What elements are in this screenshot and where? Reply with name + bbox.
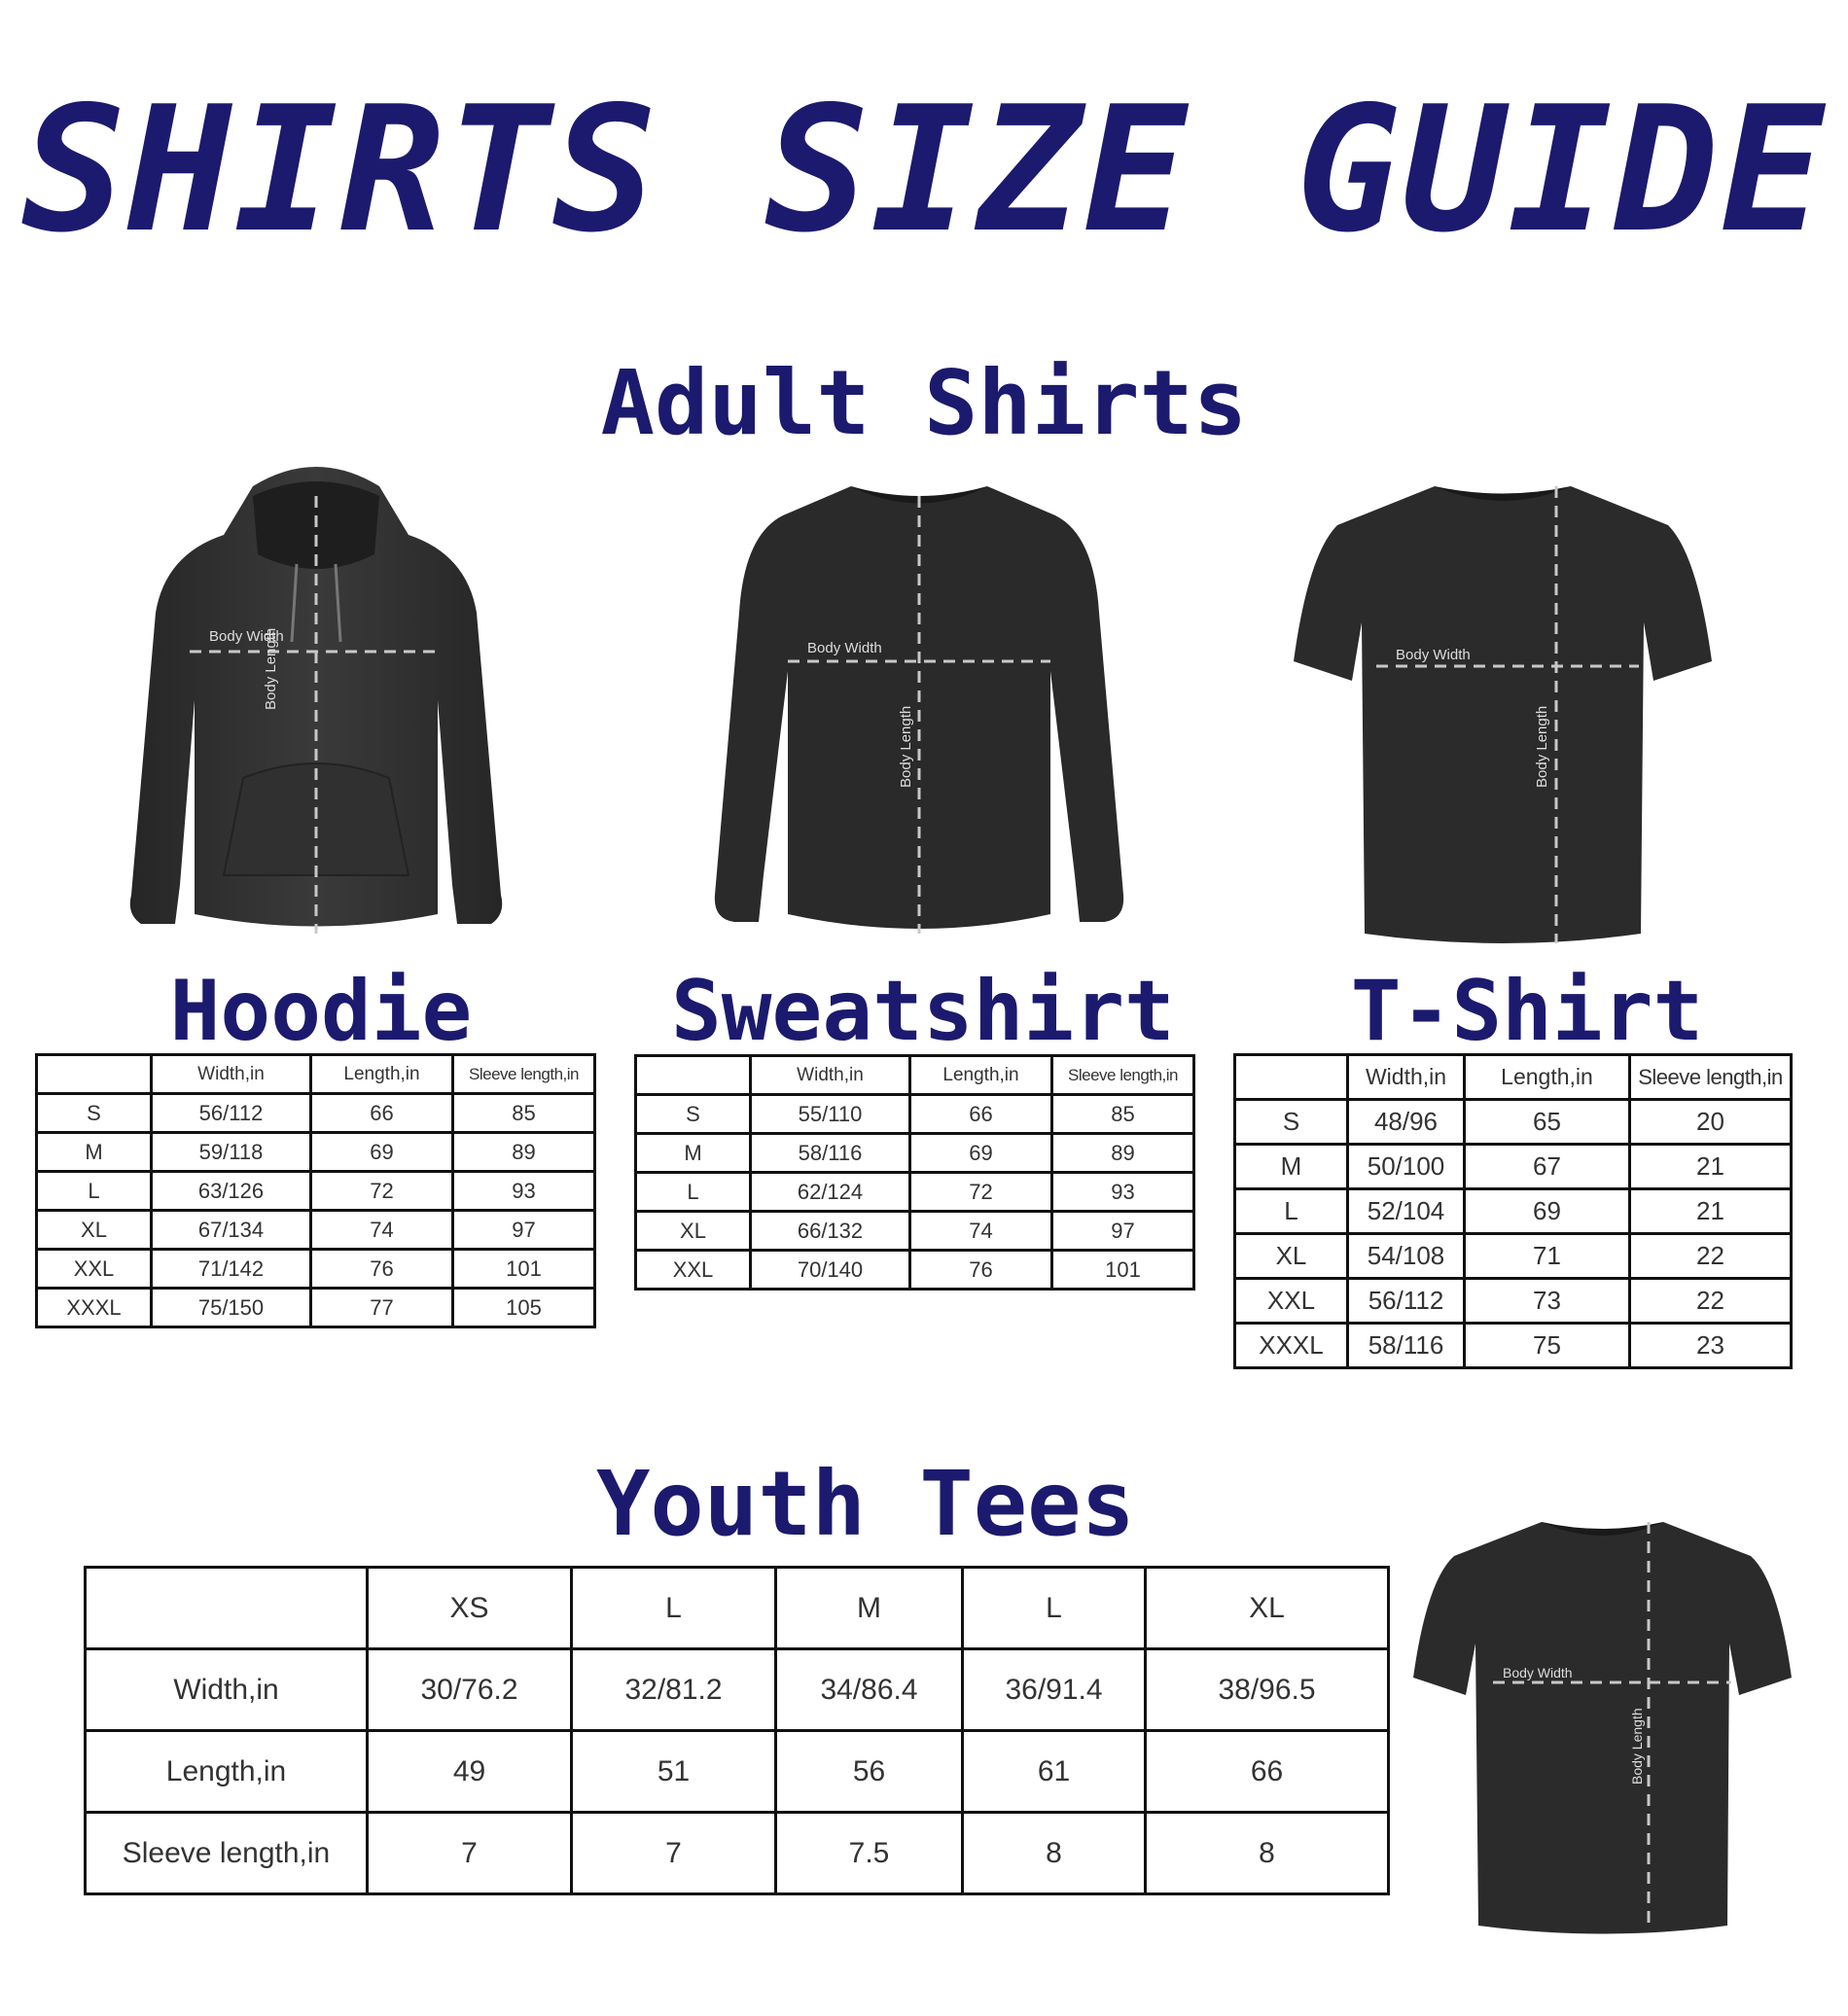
sweatshirt-title: Sweatshirt [671,963,1175,1060]
table-cell: 56/112 [152,1094,311,1133]
table-header-cell: Length,in [311,1055,453,1094]
table-cell: 71 [1465,1234,1630,1279]
table-cell: 93 [1052,1173,1194,1212]
table-header-cell [1235,1055,1348,1100]
table-header-cell: Sleeve length,in [453,1055,595,1094]
table-row [37,1133,595,1172]
table-cell: 70/140 [751,1251,910,1290]
size-cell: S [37,1094,152,1133]
hoodie-title: Hoodie [169,963,473,1060]
hoodie-size-table [35,1053,596,1328]
table-cell: 93 [453,1172,595,1211]
table-cell: 58/116 [751,1134,910,1173]
table-header-cell: Width,in [152,1055,311,1094]
hoodie-body-width-label: Body Width [209,628,284,645]
table-cell: 73 [1465,1279,1630,1324]
table-cell: 30/76.2 [368,1649,572,1731]
table-cell: 23 [1630,1324,1792,1368]
table-cell: 89 [453,1133,595,1172]
youth-tshirt-image [1410,1512,1795,1940]
table-row [1235,1279,1792,1324]
tshirt-body-length-label: Body Length [1534,705,1550,788]
table-row [1235,1145,1792,1189]
table-cell: 63/126 [152,1172,311,1211]
table-header-cell: L [963,1568,1146,1649]
table-row [37,1211,595,1250]
size-cell: L [37,1172,152,1211]
table-cell: 38/96.5 [1146,1649,1389,1731]
size-cell: XXL [37,1250,152,1289]
table-cell: 49 [368,1731,572,1813]
table-header-cell: XL [1146,1568,1389,1649]
table-cell: 65 [1465,1100,1630,1145]
table-cell: 56 [776,1731,963,1813]
sweatshirt-image [705,477,1133,953]
table-cell: 7.5 [776,1813,963,1894]
table-header-cell: Length,in [1465,1055,1630,1100]
table-header-cell: Sleeve length,in [1630,1055,1792,1100]
size-cell: S [1235,1100,1348,1145]
table-cell: 61 [963,1731,1146,1813]
table-row [636,1212,1194,1251]
table-cell: 7 [368,1813,572,1894]
table-row [86,1813,1389,1894]
size-cell: M [1235,1145,1348,1189]
table-row [1235,1100,1792,1145]
table-cell: 51 [572,1731,776,1813]
table-cell: 74 [910,1212,1052,1251]
size-cell: XL [1235,1234,1348,1279]
table-cell: 22 [1630,1234,1792,1279]
size-cell: XL [636,1212,751,1251]
size-cell: XL [37,1211,152,1250]
table-cell: 58/116 [1348,1324,1465,1368]
table-cell: 77 [311,1289,453,1327]
sweatshirt-body-length-label: Body Length [898,705,914,788]
table-cell: 76 [910,1251,1052,1290]
table-row [37,1172,595,1211]
table-header-cell: Length,in [910,1056,1052,1095]
table-cell: 66 [910,1095,1052,1134]
table-cell: 21 [1630,1145,1792,1189]
size-cell: XXXL [37,1289,152,1327]
page-title: SHIRTS SIZE GUIDE [21,69,1827,270]
size-cell: M [37,1133,152,1172]
table-header-cell: Width,in [1348,1055,1465,1100]
table-cell: 59/118 [152,1133,311,1172]
table-cell: 75/150 [152,1289,311,1327]
size-cell: XXXL [1235,1324,1348,1368]
table-cell: 22 [1630,1279,1792,1324]
table-header-cell [636,1056,751,1095]
table-cell: 75 [1465,1324,1630,1368]
table-cell: 97 [1052,1212,1194,1251]
table-cell: 50/100 [1348,1145,1465,1189]
table-cell: 101 [453,1250,595,1289]
table-cell: 85 [453,1094,595,1133]
table-cell: 67 [1465,1145,1630,1189]
table-header-row [636,1056,1194,1095]
table-row [86,1731,1389,1813]
table-header-cell: Width,in [751,1056,910,1095]
table-cell: 54/108 [1348,1234,1465,1279]
table-header-row [86,1568,1389,1649]
table-header-cell: L [572,1568,776,1649]
tshirt-image [1289,477,1717,953]
sweatshirt-size-table [634,1054,1195,1291]
table-cell: 89 [1052,1134,1194,1173]
tshirt-title: T-Shirt [1350,963,1704,1060]
table-cell: 20 [1630,1100,1792,1145]
table-row [1235,1234,1792,1279]
table-header-cell: XS [368,1568,572,1649]
table-cell: 7 [572,1813,776,1894]
table-cell: 101 [1052,1251,1194,1290]
table-cell: 85 [1052,1095,1194,1134]
table-row [37,1094,595,1133]
table-cell: 36/91.4 [963,1649,1146,1731]
table-cell: 8 [1146,1813,1389,1894]
measure-label-cell: Width,in [86,1649,368,1731]
table-cell: 71/142 [152,1250,311,1289]
table-row [1235,1324,1792,1368]
table-row [636,1134,1194,1173]
table-cell: 69 [311,1133,453,1172]
table-cell: 66 [1146,1731,1389,1813]
table-cell: 21 [1630,1189,1792,1234]
table-cell: 32/81.2 [572,1649,776,1731]
table-cell: 55/110 [751,1095,910,1134]
table-cell: 69 [910,1134,1052,1173]
table-row [636,1173,1194,1212]
size-cell: S [636,1095,751,1134]
adult-section-title: Adult Shirts [600,351,1248,455]
table-row [1235,1189,1792,1234]
table-header-row [1235,1055,1792,1100]
table-header-cell: Sleeve length,in [1052,1056,1194,1095]
table-header-cell [86,1568,368,1649]
hoodie-image [117,457,515,953]
table-header-cell: M [776,1568,963,1649]
size-cell: XXL [636,1251,751,1290]
youth-body-length-label: Body Length [1629,1708,1645,1785]
table-cell: 97 [453,1211,595,1250]
table-cell: 62/124 [751,1173,910,1212]
tshirt-body-width-label: Body Width [1396,647,1471,663]
table-cell: 74 [311,1211,453,1250]
youth-section-title: Youth Tees [596,1452,1135,1556]
table-cell: 48/96 [1348,1100,1465,1145]
table-cell: 72 [311,1172,453,1211]
table-cell: 66 [311,1094,453,1133]
measure-label-cell: Length,in [86,1731,368,1813]
hoodie-body-length-label: Body Length [263,627,279,710]
table-cell: 72 [910,1173,1052,1212]
size-cell: M [636,1134,751,1173]
table-cell: 56/112 [1348,1279,1465,1324]
measure-label-cell: Sleeve length,in [86,1813,368,1894]
youth-body-width-label: Body Width [1503,1665,1573,1680]
table-cell: 34/86.4 [776,1649,963,1731]
youth-size-table [84,1566,1390,1895]
table-cell: 8 [963,1813,1146,1894]
table-cell: 66/132 [751,1212,910,1251]
table-cell: 69 [1465,1189,1630,1234]
size-cell: XXL [1235,1279,1348,1324]
table-cell: 105 [453,1289,595,1327]
tshirt-size-table [1233,1053,1793,1369]
table-row [37,1250,595,1289]
table-header-row [37,1055,595,1094]
table-cell: 52/104 [1348,1189,1465,1234]
size-cell: L [1235,1189,1348,1234]
table-row [86,1649,1389,1731]
table-row [37,1289,595,1327]
table-cell: 76 [311,1250,453,1289]
table-row [636,1251,1194,1290]
size-cell: L [636,1173,751,1212]
table-header-cell [37,1055,152,1094]
sweatshirt-body-width-label: Body Width [807,640,882,656]
table-row [636,1095,1194,1134]
table-cell: 67/134 [152,1211,311,1250]
